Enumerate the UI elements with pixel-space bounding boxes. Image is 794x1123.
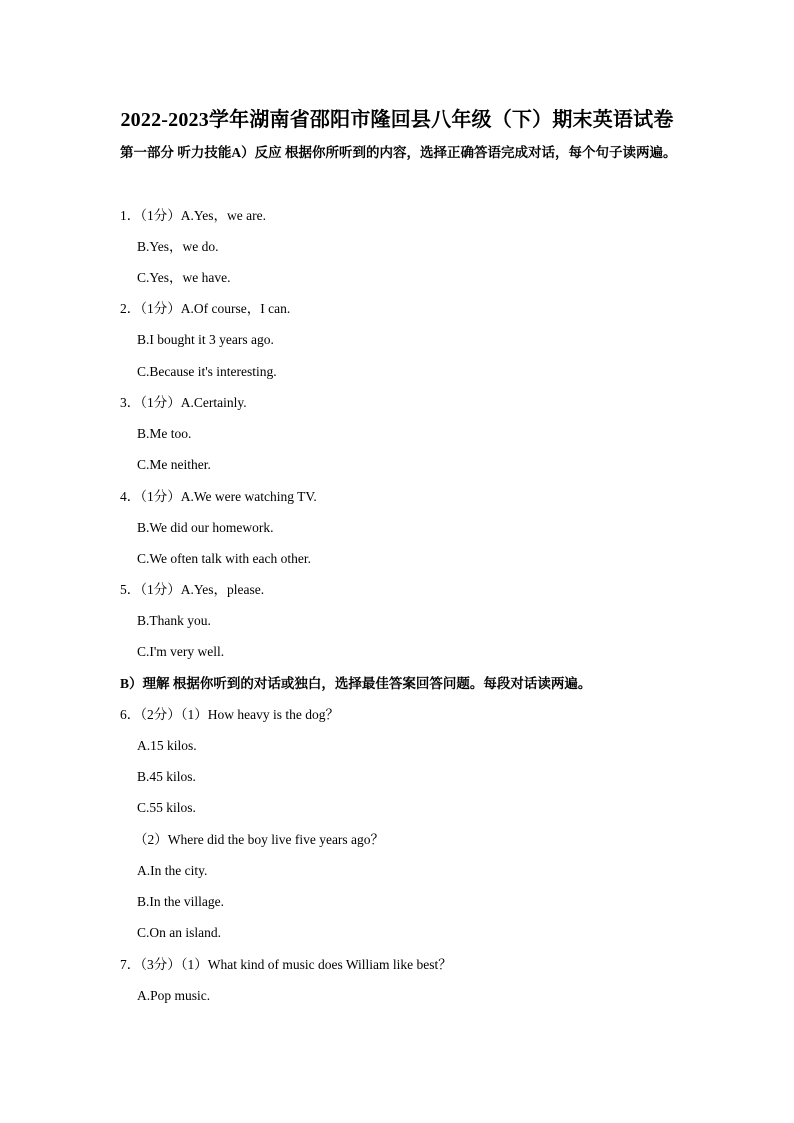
question-2-option-b: B.I bought it 3 years ago. <box>137 332 274 347</box>
question-3-option-b: B.Me too. <box>137 426 192 441</box>
question-6-1-option-b: B.45 kilos. <box>137 769 196 784</box>
question-6-2-option-c: C.On an island. <box>137 925 221 940</box>
question-1: 1．（1分）A.Yes，we are. <box>120 208 266 223</box>
question-5-option-c: C.I'm very well. <box>137 644 225 659</box>
question-1-option-c: C.Yes，we have. <box>137 270 231 285</box>
question-6-sub-2: （2）Where did the boy live five years ago？ <box>134 832 385 847</box>
question-1-option-b: B.Yes，we do. <box>137 239 219 254</box>
question-6-1-option-c: C.55 kilos. <box>137 800 196 815</box>
document-title: 2022-2023学年湖南省邵阳市隆回县八年级（下）期末英语试卷 <box>120 109 674 131</box>
question-7-1-option-a: A.Pop music. <box>137 988 211 1003</box>
question-6-2-option-b: B.In the village. <box>137 894 224 909</box>
part1-heading: 第一部分 听力技能A）反应 根据你所听到的内容，选择正确答语完成对话，每个句子读两遍。 <box>120 145 677 160</box>
question-3: 3．（1分）A.Certainly. <box>120 395 247 410</box>
question-5-option-b: B.Thank you. <box>137 613 211 628</box>
part-b-heading: B）理解 根据你听到的对话或独白，选择最佳答案回答问题。每段对话读两遍。 <box>120 676 592 691</box>
question-6: 6．（2分）（1）How heavy is the dog？ <box>120 707 339 722</box>
question-4: 4．（1分）A.We were watching TV. <box>120 489 317 504</box>
question-2-option-c: C.Because it's interesting. <box>137 364 277 379</box>
question-4-option-c: C.We often talk with each other. <box>137 551 311 566</box>
question-4-option-b: B.We did our homework. <box>137 520 274 535</box>
question-5: 5．（1分）A.Yes，please. <box>120 582 265 597</box>
question-7: 7．（3分）（1）What kind of music does William like best？ <box>120 957 452 972</box>
question-2: 2．（1分）A.Of course，I can. <box>120 301 291 316</box>
question-6-2-option-a: A.In the city. <box>137 863 208 878</box>
question-6-1-option-a: A.15 kilos. <box>137 738 197 753</box>
question-3-option-c: C.Me neither. <box>137 457 211 472</box>
